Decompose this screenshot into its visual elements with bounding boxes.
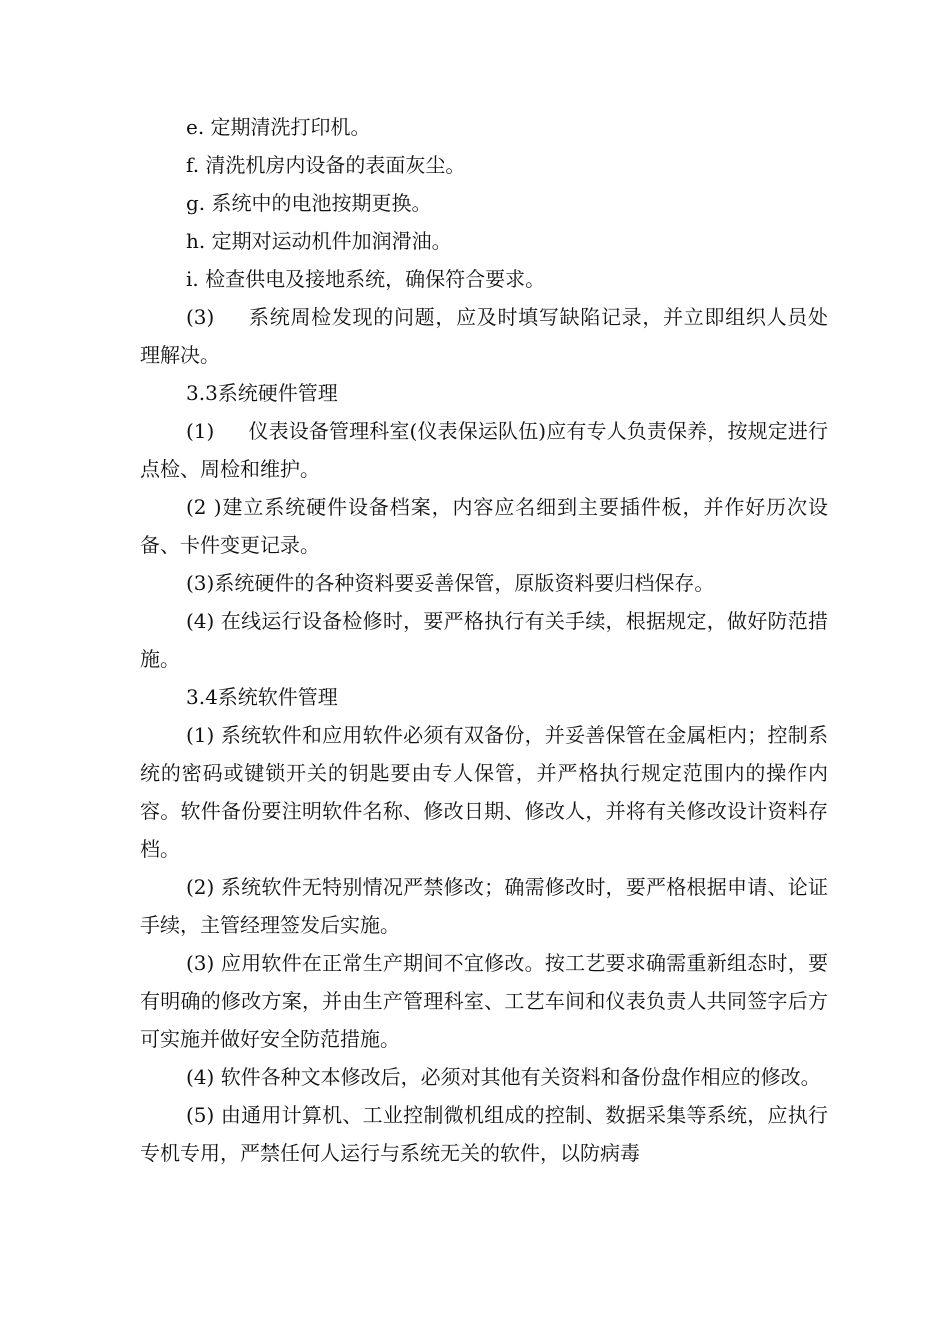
paragraph-marker: (3) (186, 305, 215, 329)
list-item-e: e. 定期清洗打印机。 (186, 115, 371, 139)
paragraph-hardware-2: (2 )建立系统硬件设备档案，内容应名细到主要插件板，并作好历次设备、卡件变更记录。 (140, 495, 828, 557)
section-heading-3-3: 3.3系统硬件管理 (186, 381, 338, 405)
paragraph-text: 仪表设备管理科室(仪表保运队伍)应有专人负责保养，按规定进行点检、周检和维护。 (140, 419, 828, 481)
document-body (140, 108, 828, 1172)
list-item-g: g. 系统中的电池按期更换。 (186, 191, 432, 215)
paragraph-software-3: (3) 应用软件在正常生产期间不宜修改。按工艺要求确需重新组态时，要有明确的修改方案，并由生产管理科室、工艺车间和仪表负责人共同签字后方可实施并做好安全防范措施。 (140, 951, 828, 1051)
paragraph-marker: (1) (186, 419, 215, 443)
paragraph-hardware-4: (4) 在线运行设备检修时，要严格执行有关手续，根据规定，做好防范措施。 (140, 609, 828, 671)
paragraph-software-1: (1) 系统软件和应用软件必须有双备份，并妥善保管在金属柜内；控制系统的密码或键锁开关的钥匙要由专人保管，并严格执行规定范围内的操作内容。软件备份要注明软件名称、修改日期、修改人，并将有关修改设计资料存档。 (140, 723, 828, 861)
paragraph-software-2: (2) 系统软件无特别情况严禁修改；确需修改时，要严格根据申请、论证手续，主管经理签发后实施。 (140, 875, 828, 937)
paragraph-weekly-check-issues (140, 298, 828, 374)
paragraph-software-4: (4) 软件各种文本修改后，必须对其他有关资料和备份盘作相应的修改。 (186, 1065, 821, 1089)
list-item-h: h. 定期对运动机件加润滑油。 (186, 229, 452, 253)
paragraph-hardware-3: (3)系统硬件的各种资料要妥善保管，原版资料要归档保存。 (186, 571, 715, 595)
paragraph-hardware-1 (140, 412, 828, 488)
paragraph-text: 系统周检发现的问题，应及时填写缺陷记录，并立即组织人员处理解决。 (140, 305, 828, 367)
list-item-i: i. 检查供电及接地系统，确保符合要求。 (186, 267, 546, 291)
list-item-f: f. 清洗机房内设备的表面灰尘。 (186, 153, 466, 177)
paragraph-software-5: (5) 由通用计算机、工业控制微机组成的控制、数据采集等系统，应执行专机专用，严禁任何人运行与系统无关的软件，以防病毒 (140, 1103, 828, 1165)
section-heading-3-4: 3.4系统软件管理 (186, 685, 338, 709)
